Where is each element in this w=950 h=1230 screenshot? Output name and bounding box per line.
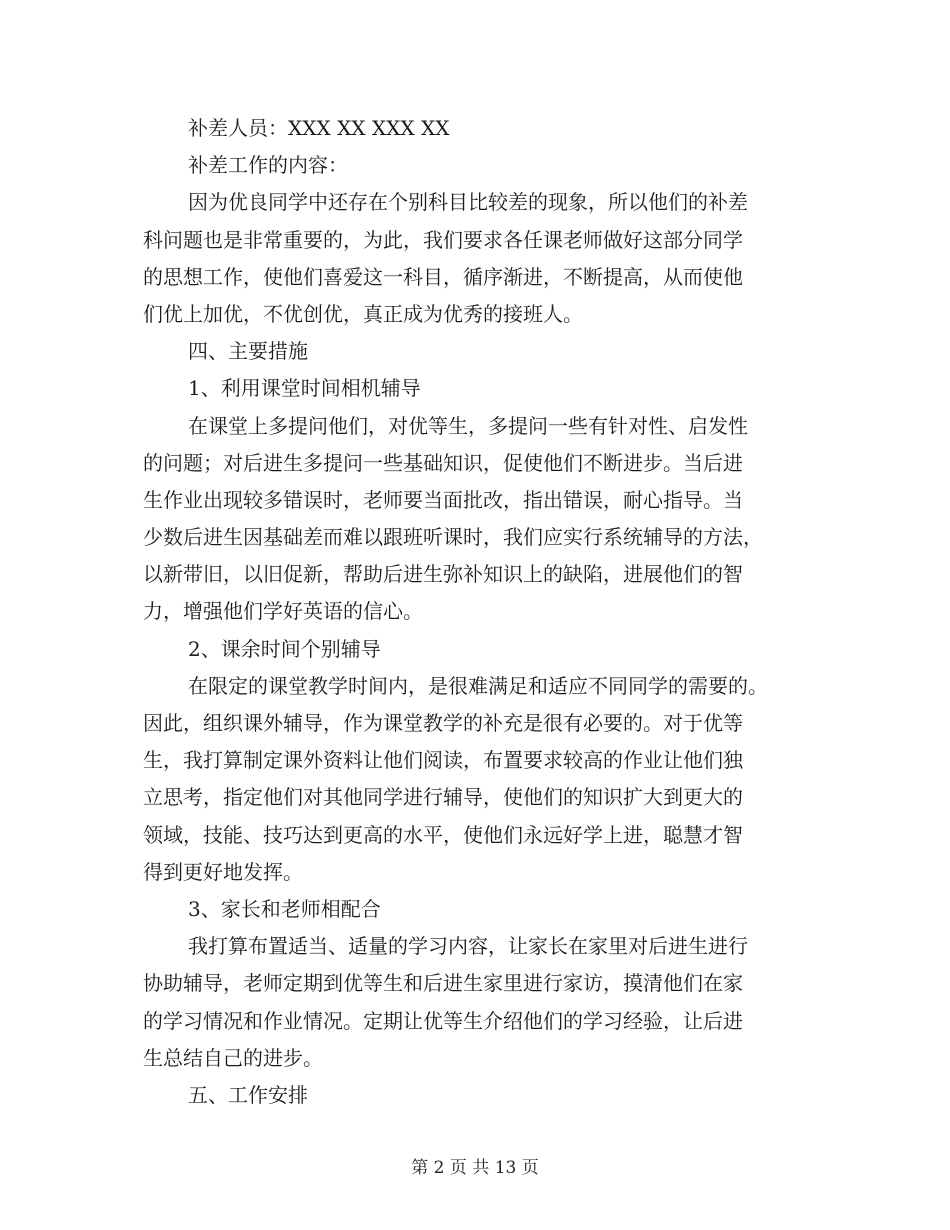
text-line: 少数后进生因基础差而难以跟班听课时，我们应实行系统辅导的方法， [143,525,763,550]
page-footer: 第 2 页 共 13 页 [411,1158,539,1178]
text-line: 生作业出现较多错误时，老师要当面批改，指出错误，耐心指导。当 [143,487,743,512]
text-line: 因此，组织课外辅导，作为课堂教学的补充是很有必要的。对于优等 [143,711,743,735]
text-line: 协助辅导，老师定期到优等生和后进生家里进行家访，摸清他们在家 [143,971,743,996]
text-line: 在限定的课堂教学时间内，是很难满足和适应不同同学的需要的。 [188,673,768,698]
text-line: 的学习情况和作业情况。定期让优等生介绍他们的学习经验，让后进 [143,1008,743,1033]
text-line: 以新带旧，以旧促新，帮助后进生弥补知识上的缺陷，进展他们的智 [143,562,743,587]
text-line: 们优上加优，不优创优，真正成为优秀的接班人。 [143,301,583,326]
text-line: 五、工作安排 [188,1082,308,1107]
document-body [143,110,813,1114]
text-line: 2、课余时间个别辅导 [188,636,381,661]
text-line: 因为优良同学中还存在个别科目比较差的现象，所以他们的补差 [188,190,748,215]
text-line: 四、主要措施 [188,339,308,364]
text-line: 1、利用课堂时间相机辅导 [188,376,421,401]
text-line: 的问题；对后进生多提问一些基础知识，促使他们不断进步。当后进 [143,450,743,475]
text-line: 在课堂上多提问他们，对优等生，多提问一些有针对性、启发性 [188,413,748,438]
text-line: 补差人员：XXX XX XXX XX [188,116,450,140]
text-line: 补差工作的内容： [188,153,348,178]
text-line: 力，增强他们学好英语的信心。 [143,599,423,624]
text-line: 得到更好地发挥。 [143,859,303,884]
text-line: 领域，技能、技巧达到更高的水平，使他们永远好学上进，聪慧才智 [143,822,743,847]
text-line: 立思考，指定他们对其他同学进行辅导，使他们的知识扩大到更大的 [143,785,743,810]
text-line: 我打算布置适当、适量的学习内容，让家长在家里对后进生进行 [188,934,748,959]
text-line: 生，我打算制定课外资料让他们阅读，布置要求较高的作业让他们独 [143,748,743,773]
text-line: 的思想工作，使他们喜爱这一科目，循序渐进，不断提高，从而使他 [143,264,743,289]
text-line: 3、家长和老师相配合 [188,896,381,921]
text-line: 科问题也是非常重要的，为此，我们要求各任课老师做好这部分同学 [143,227,743,252]
text-line: 生总结自己的进步。 [143,1045,323,1070]
